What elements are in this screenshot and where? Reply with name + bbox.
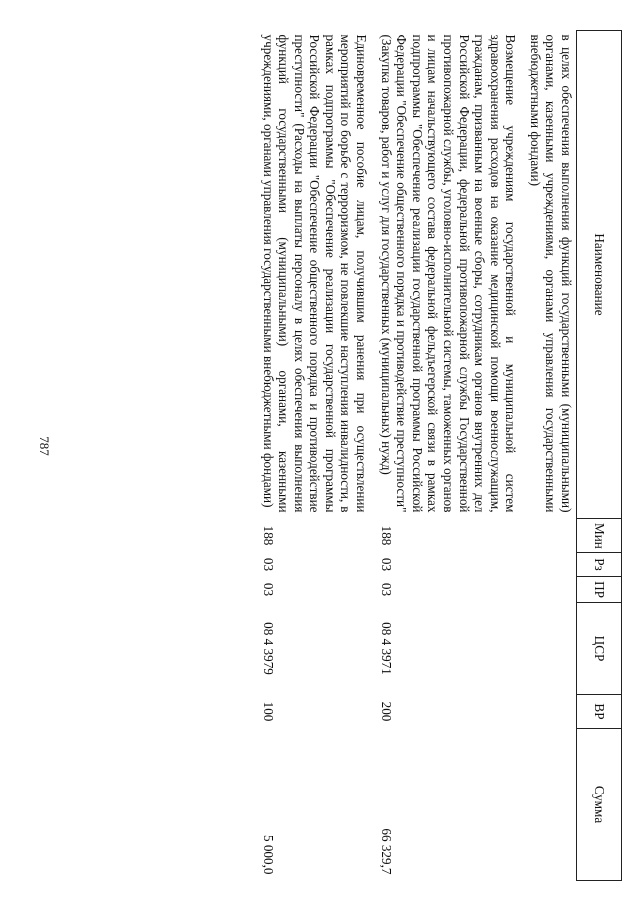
table-header-row [577, 31, 622, 881]
table-row [258, 31, 376, 881]
row-rz [525, 553, 576, 577]
page-number: 787 [36, 436, 52, 456]
row-sum: 66 329,7 [378, 828, 394, 875]
header-rz: Рз [577, 553, 622, 577]
row-rz: 03 [378, 557, 394, 572]
row-min: 188 [378, 525, 394, 546]
header-vr: ВР [577, 695, 622, 729]
budget-table [258, 30, 622, 881]
row-pr: 03 [378, 582, 394, 597]
table-row [376, 31, 525, 881]
row-vr: 100 [260, 701, 276, 722]
header-pr: ПР [577, 577, 622, 603]
row-sum: 5 000,0 [260, 834, 276, 875]
row-pr [525, 577, 576, 603]
rotated-page [62, 30, 622, 880]
row-rz: 03 [260, 557, 276, 572]
header-min: Мин [577, 519, 622, 553]
row-csr [525, 603, 576, 695]
row-min: 188 [260, 525, 276, 546]
row-sum [525, 729, 576, 881]
row-vr [525, 695, 576, 729]
row-name: в целях обеспечения выполнения функций государственными (муниципальными) органами, казенными учреждениями, органами управления государственными внебюджетными фондами) [527, 34, 574, 513]
row-name: Единовременное пособие лицам, получившим ранения при осуществлении мероприятий по борьбе с терроризмом, не повлекшие наступления инвалидности, в рамках подпрограммы "Обеспечение реализации государственной программы Российской Федерации "Обеспечение общественного порядка и противодействие преступности" (Расходы на выплаты персоналу в целях обеспечения выполнения функций государственными (муниципальными) органами, казенными учреждениями, органами управления государственными внебюджетными фондами) [260, 34, 370, 513]
header-name: Наименование [577, 31, 622, 519]
header-csr: ЦСР [577, 603, 622, 695]
row-name: Возмещение учреждениям государственной и муниципальной систем здравоохранения расходов на оказание медицинской помощи военнослужащим, гражданам, призванным на военные сборы, сотрудникам органов внутренних дел Российской Федерации, федеральной противопожарной службы Государственной противопожарной службы, уголовно-исполнительной системы, таможенных органов и лицам начальствующего состава федеральной фельдъегерской связи в рамках подпрограммы "Обеспечение реализации государственной программы Российской Федерации "Обеспечение общественного порядка и противодействие преступности" (Закупка товаров, работ и услуг для государственных (муниципальных) нужд) [378, 34, 519, 513]
row-csr: 08 4 3971 [378, 622, 394, 675]
row-min [525, 519, 576, 553]
row-csr: 08 4 3979 [260, 622, 276, 675]
row-pr: 03 [260, 582, 276, 597]
row-vr: 200 [378, 701, 394, 722]
table-row [525, 31, 576, 881]
header-sum: Сумма [577, 729, 622, 881]
